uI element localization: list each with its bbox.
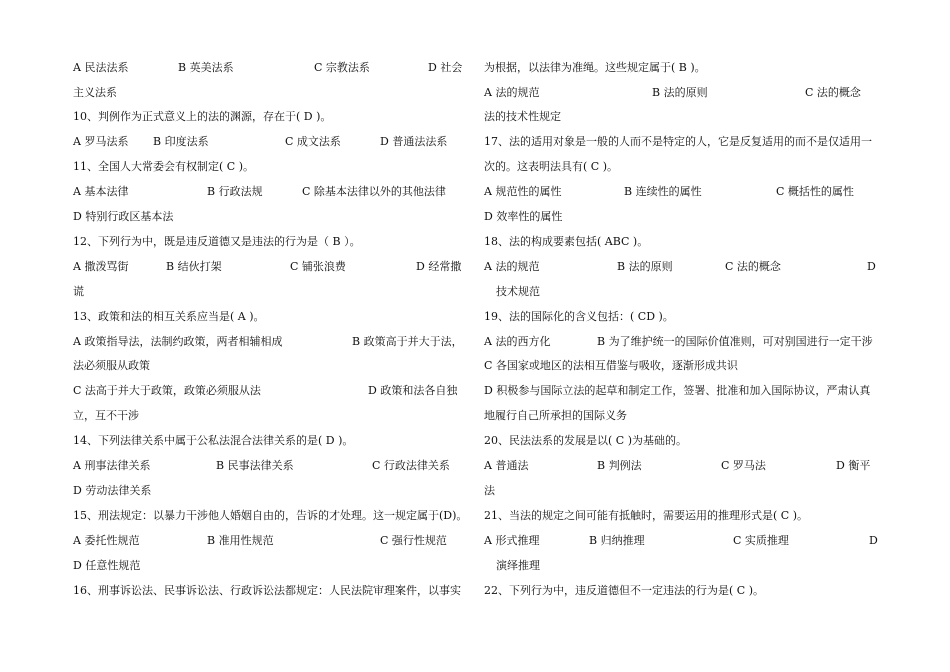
q18-option-b: B 法的原则 [617,260,673,273]
q13-option-c: C 法高于并大于政策，政策必须服从法 [73,384,261,397]
question-16: 16、刑事诉讼法、民事诉讼法、行政诉讼法都规定：人民法院审理案件，以事实 [73,584,461,597]
question-18: 18、法的构成要素包括( ABC )。 [484,235,649,248]
q17-option-d: D 效率性的属性 [484,210,563,223]
q21-option-b: B 归纳推理 [589,534,645,547]
question-12: 12、下列行为中，既是违反道德又是违法的行为是（ B ）。 [73,235,361,248]
q11-option-b: B 行政法规 [207,185,263,198]
q14-option-b: B 民事法律关系 [216,459,294,472]
question-10: 10、判例作为正式意义上的法的渊源，存在于( D )。 [73,110,332,123]
q12-option-d-continued: 谎 [73,285,84,298]
q18-option-a: A 法的规范 [484,260,540,273]
question-21: 21、当法的规定之间可能有抵触时，需要运用的推理形式是( C )。 [484,509,808,522]
q19-option-b: B 为了维护统一的国际价值准则，可对别国进行一定干涉 [597,335,873,348]
q16-option-a: A 法的规范 [484,86,540,99]
q17-option-a: A 规范性的属性 [484,185,562,198]
question-20: 20、民法法系的发展是以( C )为基础的。 [484,434,687,447]
q21-option-c: C 实质推理 [733,534,789,547]
q20-option-b: B 判例法 [597,459,642,472]
q13-option-d: D 政策和法各自独 [368,384,458,397]
q10-option-b: B 印度法系 [153,135,209,148]
q9-option-c: C 宗教法系 [314,61,370,74]
q12-option-d: D 经常撒 [416,260,462,273]
question-15: 15、刑法规定：以暴力干涉他人婚姻自由的，告诉的才处理。这一规定属于(D)。 [73,509,468,522]
q11-option-d: D 特别行政区基本法 [73,210,174,223]
q13-option-b-continued: 法必须服从政策 [73,359,150,372]
q9-option-d: D 社会 [428,61,463,74]
q20-option-c: C 罗马法 [721,459,766,472]
question-13: 13、政策和法的相互关系应当是( A )。 [73,310,265,323]
q14-option-d: D 劳动法律关系 [73,484,152,497]
q15-option-c: C 强行性规范 [380,534,447,547]
q14-option-a: A 刑事法律关系 [73,459,151,472]
q19-option-a: A 法的西方化 [484,335,551,348]
q14-option-c: C 行政法律关系 [372,459,450,472]
q19-option-d-continued: 地履行自己所承担的国际义务 [484,409,627,422]
q21-option-a: A 形式推理 [484,534,540,547]
question-11: 11、全国人大常委会有权制定( C )。 [73,160,254,173]
q18-option-d-continued: 技术规范 [496,285,540,298]
q20-option-d: D 衡平 [836,459,871,472]
q18-option-d: D [867,260,876,273]
question-17: 17、法的适用对象是一般的人而不是特定的人，它是反复适用的而不是仅适用一 [484,135,872,148]
q17-option-c: C 概括性的属性 [776,185,854,198]
q10-option-c: C 成文法系 [285,135,341,148]
question-16-continued: 为根据，以法律为准绳。这些规定属于( B )。 [484,61,706,74]
q15-option-d: D 任意性规范 [73,559,141,572]
q11-option-c: C 除基本法律以外的其他法律 [302,185,446,198]
q15-option-a: A 委托性规范 [73,534,140,547]
q12-option-b: B 结伙打架 [166,260,222,273]
question-19: 19、法的国际化的含义包括：( CD )。 [484,310,674,323]
q9-option-b: B 英美法系 [178,61,234,74]
q9-option-a: A 民法法系 [73,61,129,74]
q16-option-d: 法的技术性规定 [484,110,561,123]
q12-option-a: A 撒泼骂街 [73,260,129,273]
q19-option-c: C 各国家或地区的法相互借鉴与吸收，逐渐形成共识 [484,359,738,372]
q12-option-c: C 铺张浪费 [290,260,346,273]
q13-option-d-continued: 立，互不干涉 [73,409,139,422]
q11-option-a: A 基本法律 [73,185,129,198]
q18-option-c: C 法的概念 [725,260,781,273]
question-17-continued: 次的。这表明法具有( C )。 [484,160,618,173]
question-14: 14、下列法律关系中属于公私法混合法律关系的是( D )。 [73,434,354,447]
q15-option-b: B 准用性规范 [207,534,274,547]
q20-option-d-continued: 法 [484,484,495,497]
q17-option-b: B 连续性的属性 [624,185,702,198]
q21-option-d: D [869,534,878,547]
q9-option-d-continued: 主义法系 [73,86,117,99]
q13-option-b: B 政策高于并大于法， [352,335,463,348]
q16-option-b: B 法的原则 [652,86,708,99]
q20-option-a: A 普通法 [484,459,529,472]
q13-option-a: A 政策指导法，法制约政策，两者相辅相成 [73,335,283,348]
q10-option-d: D 普通法法系 [380,135,448,148]
question-22: 22、下列行为中，违反道德但不一定违法的行为是( C )。 [484,584,764,597]
q16-option-c: C 法的概念 [805,86,861,99]
q19-option-d: D 积极参与国际立法的起草和制定工作，签署、批准和加入国际协议，严肃认真 [484,384,871,397]
q21-option-d-continued: 演绎推理 [496,559,540,572]
q10-option-a: A 罗马法系 [73,135,129,148]
